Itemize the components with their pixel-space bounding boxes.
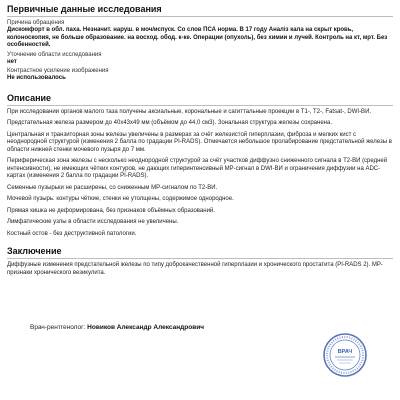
conclusion-section [7, 246, 393, 277]
signature-line: Врач-рентгенолог: Новиков Александр Александрович [30, 324, 204, 331]
description-paragraph: Лимфатические узлы в области исследования не увеличены. [7, 219, 179, 225]
clarify-value: нет [7, 58, 17, 65]
seal-text: ВРАЧ [337, 349, 353, 355]
reason-label: Причина обращения [7, 20, 65, 26]
description-paragraph: Предстательная железа размером до 40х43х49 мм (объёмом до 44,0 см3). Зональная структура железы сохранена. [7, 120, 332, 126]
conclusion-heading: Заключение [7, 246, 393, 259]
conclusion-text: Диффузные изменения предстательной железы по типу доброкачественной гиперплазии и хронического простатита (PI-RADS 2). МР-признаки хронического везикулита. [7, 262, 383, 276]
contrast-value: Не использовалось [7, 75, 66, 81]
description-heading: Описание [7, 93, 393, 106]
doctor-seal-stamp [322, 332, 368, 378]
primary-heading: Первичные данные исследования [7, 4, 393, 17]
description-paragraph: Прямая кишка не деформирована, без признаков объёмных образований. [7, 207, 215, 214]
contrast-label: Контрастное усиление изображения [7, 68, 109, 74]
signature-name: Новиков Александр Александрович [87, 324, 204, 331]
signature-role: Врач-рентгенолог [30, 324, 84, 331]
reason-value: Дискомфорт в обл. паха. Незначит. наруш. в моч/испуск. Со слов ПСА норма. В 17 году Аналіз кала на скрыт кровь, колоноскопия, не больше образование. на восход. обод. к-ке. Операции (опухоль), без химии и лучей. Контроль на кт, мрт. Без особенностей. [7, 27, 388, 48]
description-paragraph: Центральная и транзиторная зоны железы увеличены в размерах за счёт железистой гиперплазии, фиброза и мелких кист с неоднородной структурой (изменения 2 балла по градации PI-RADS). Отмечается небольшое пролабирование предстательной железы в области нижней стенки мочевого пузыря до 7 мм. [7, 131, 392, 153]
report-page [7, 4, 393, 281]
description-section [7, 93, 393, 239]
description-paragraph: Периферическая зона железы с несколько неоднородной структурой за счёт участков диффузно сниженного сигнала в Т2-ВИ (средней интенсивности), не имеющих чётких контуров, не дающих гиперинтенсивный МР-сигнал в DWI-ВИ и ограничения диффузии на ADC-картах (изменения 2 балла по градации PI-RADS). [7, 158, 388, 179]
description-paragraph: Семенные пузырьки не расширены, со сниженным МР-сигналом по Т2-ВИ. [7, 184, 218, 191]
primary-data-section [7, 4, 393, 83]
description-paragraph: При исследовании органов малого таза получены аксиальные, корональные и сагиттальные проекции в T1-, T2-, Fatsat-, DWI-ВИ. [7, 108, 372, 115]
description-paragraph: Костный остов - без деструктивной патологии. [7, 230, 137, 237]
description-paragraph: Мочевой пузырь: контуры чёткие, стенки не утолщены, содержимое однородное. [7, 196, 234, 202]
clarify-label: Уточнение области исследования [7, 51, 102, 58]
